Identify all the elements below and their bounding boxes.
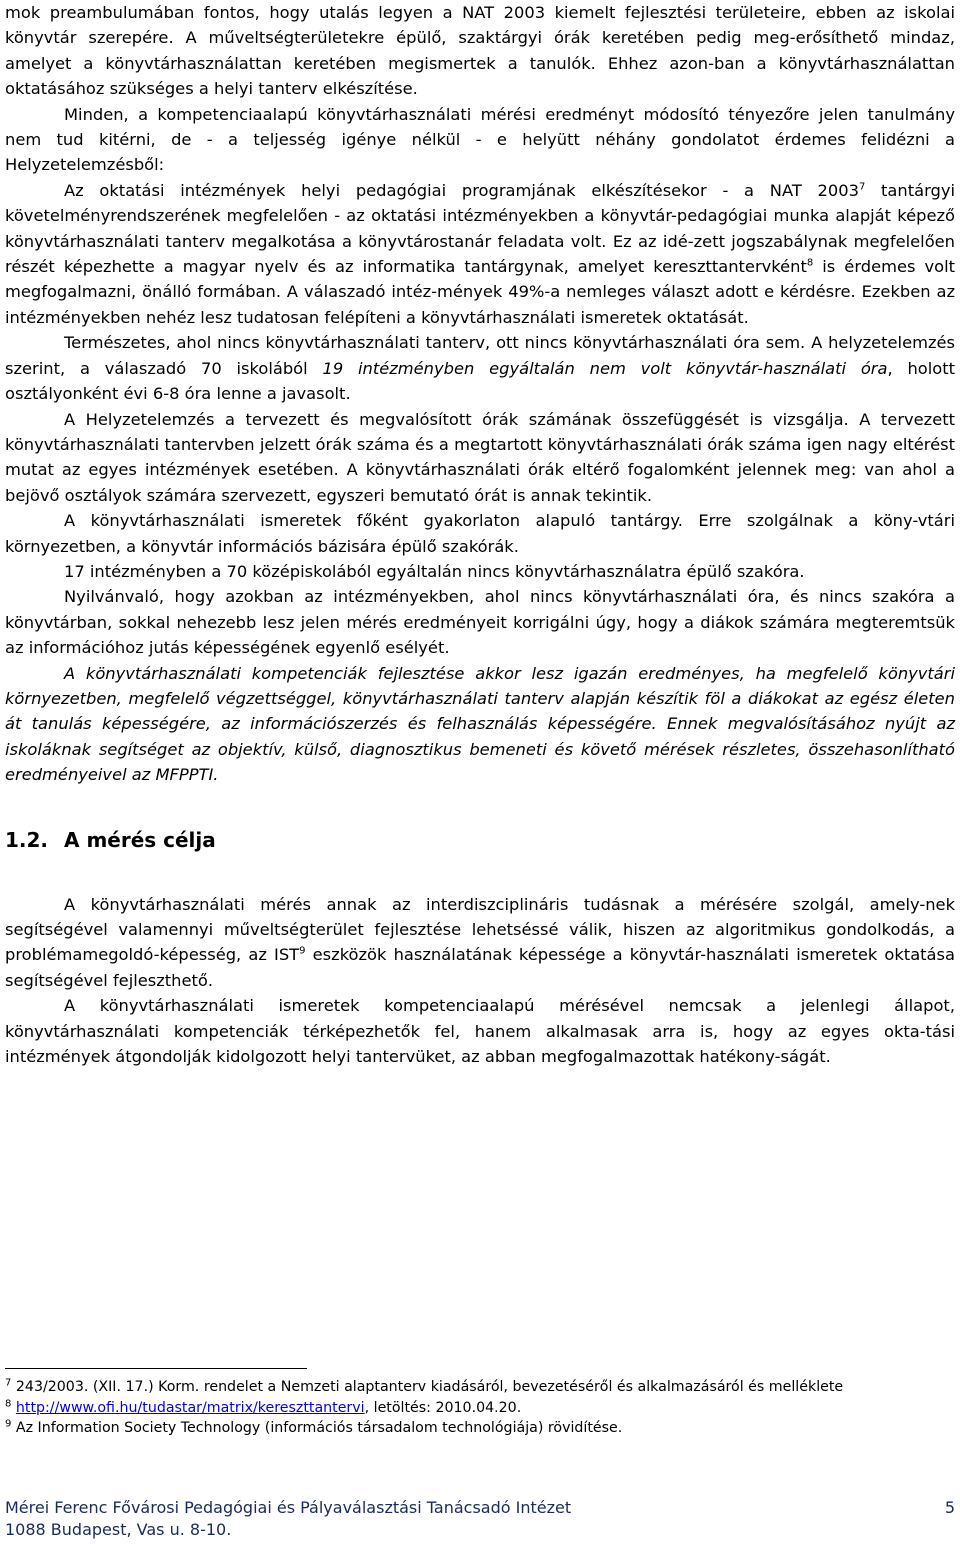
section-title: A mérés célja bbox=[64, 827, 216, 852]
footnote-divider bbox=[5, 1368, 307, 1369]
footnote-number: 9 bbox=[5, 1418, 12, 1430]
section-heading bbox=[5, 826, 955, 854]
document-body bbox=[5, 0, 955, 1069]
footnote-ref-8[interactable]: 8 bbox=[806, 257, 814, 269]
footer-row bbox=[5, 1497, 955, 1519]
text-run: eszközök használatának képessége a könyvtár-használati ismeretek oktatása segítségével fejleszthető. bbox=[5, 945, 955, 990]
paragraph-minden: Minden, a kompetenciaalapú könyvtárhasználati mérési eredményt módosító tényezőre jelen tanulmány nem tud kitérni, de - a teljesség igénye nélkül - e helyütt néhány gondolatot érdemes felidézni a Helyzetelemzésből: bbox=[5, 104, 955, 175]
footer-institution: Mérei Ferenc Fővárosi Pedagógiai és Pályaválasztási Tanácsadó Intézet bbox=[5, 1498, 572, 1517]
footnote-ref-7[interactable]: 7 bbox=[858, 181, 866, 193]
footnotes bbox=[5, 1377, 955, 1439]
footnote-number: 8 bbox=[5, 1397, 12, 1409]
footnote-text: 243/2003. (XII. 17.) Korm. rendelet a Nemzeti alaptanterv kiadásáról, bevezetéséről és alkalmazásáról és melléklete bbox=[11, 1379, 844, 1395]
paragraph-termeszetes bbox=[5, 330, 955, 406]
emphasized-text: 19 intézményben egyáltalán nem volt könyvtár-használati óra bbox=[322, 358, 888, 378]
footnote-7 bbox=[5, 1377, 955, 1398]
paragraph-intro: mok preambulumában fontos, hogy utalás legyen a NAT 2003 kiemelt fejlesztési területeire, ebben az iskolai könyvtár szerepére. A műveltségterületekre épülő, szaktárgyi órák keretében pedig meg-erősíthető mindaz, amelyet a könyvtárhasználattan keretében megismertek a tanulók. Ehhez azon-ban a könyvtárhasználattan oktatásához szükséges a helyi tanterv elkészítése. bbox=[5, 3, 955, 99]
paragraph-helyzetelemzes: A Helyzetelemzés a tervezett és megvalósított órák számának összefüggését is vizsgálja. A tervezett könyvtárhasználati tantervben jelzett órák száma és a megtartott könyvtárhasználati órák száma igen nagy eltérést mutat az egyes intézmények esetében. A könyvtárhasználati órák eltérő fogalomként jelennek meg: van ahol a bejövő osztályok számára szervezett, egyszeri bemutató órát is annak tekintik. bbox=[5, 409, 955, 505]
page-footer bbox=[5, 1497, 955, 1541]
paragraph-kompetencia-meres: A könyvtárhasználati ismeretek kompetenciaalapú mérésével nemcsak a jelenlegi állapot, könyvtárhasználati kompetenciák térképezhetők fel, hanem alkalmasak arra is, hogy az egyes okta-tási intézmények átgondolják kidolgozott helyi tantervüket, az abban megfogalmazottak hatékony-ságát. bbox=[5, 996, 955, 1067]
paragraph-gyakorlat: A könyvtárhasználati ismeretek főként gyakorlaton alapuló tantárgy. Erre szolgálnak a köny-vtári környezetben, a könyvtár információs bázisára épülő szakórák. bbox=[5, 511, 955, 556]
page-number: 5 bbox=[944, 1498, 955, 1517]
section-number: 1.2. bbox=[5, 827, 49, 852]
paragraph-conclusion-italic: A könyvtárhasználati kompetenciák fejlesztése akkor lesz igazán eredményes, ha megfelelő könyvtári környezetben, megfelelő végzettséggel, könyvtárhasználati tanterv alapján készítik föl a diákokat az egész életen át tanulás képességére, az információszerzés és felhasználás képességére. Ennek megvalósításához nyújt az iskoláknak segítséget az objektív, külső, diagnosztikus bemeneti és követő mérések részletes, összehasonlítható eredményeivel az MFPPTI. bbox=[5, 663, 955, 785]
footnote-text: , letöltés: 2010.04.20. bbox=[364, 1399, 522, 1416]
text-run: A könyvtárhasználati mérés annak az interdiszciplináris tudásnak a mérésére szolgál, amely-nek segítségével valamennyi műveltségterület fejlesztése lehetséssé válik, hiszen az algoritmikus gondolkodás, a problémamegoldó-képesség, az IST bbox=[5, 894, 955, 965]
footnote-ref-9[interactable]: 9 bbox=[299, 945, 306, 957]
footnote-8 bbox=[5, 1398, 955, 1419]
footnote-text: Az Information Society Technology (információs társadalom technológiája) rövidítése. bbox=[11, 1420, 623, 1436]
footnote-9 bbox=[5, 1418, 955, 1439]
paragraph-quote-nat bbox=[5, 178, 955, 330]
paragraph-17-intezmeny: 17 intézményben a 70 középiskolából egyáltalán nincs könyvtárhasználatra épülő szakóra. bbox=[64, 561, 805, 581]
text-run: Az oktatási intézmények helyi pedagógiai programjának elkészítésekor - a NAT 2003 bbox=[64, 180, 859, 200]
text-run: is érdemes volt megfogalmazni, önálló formában. A válaszadó intéz-mények 49%-a nemleges választ adott e kérdésre. Ezekben az intézményekben nehéz lesz tudatosan felépíteni a könyvtárhasználati ismeretek oktatását. bbox=[5, 257, 955, 327]
paragraph-meres-celja bbox=[5, 892, 955, 994]
paragraph-nyilvanvalo: Nyilvánvaló, hogy azokban az intézményekben, ahol nincs könyvtárhasználati óra, és nincs szakóra a könyvtárban, sokkal nehezebb lesz jelen mérés eredményeit korrigálni úgy, hogy a diákok számára megteremtsük az információhoz jutás képességének egyenlő esélyét. bbox=[5, 587, 955, 658]
footer-address: 1088 Budapest, Vas u. 8-10. bbox=[5, 1520, 232, 1539]
footnote-link[interactable]: http://www.ofi.hu/tudastar/matrix/kereszttantervi bbox=[15, 1399, 365, 1416]
text-run: , holott osztályonként évi 6-8 óra lenne a javasolt. bbox=[5, 358, 955, 404]
text-run: Természetes, ahol nincs könyvtárhasználati tanterv, ott nincs könyvtárhasználati óra sem. A helyzetelemzés szerint, a válaszadó 70 iskolából bbox=[5, 333, 955, 378]
text-run: tantárgyi követelményrendszerének megfelelően - az oktatási intézményekben a könyvtár-pedagógiai munka alapját képező könyvtárhasználati tanterv megalkotása a könyvtárostanár feladata volt. Ez az idé-zett jogszabálynak megfelelően részét képezhette a magyar nyelv és az informatika tantárgynak, amelyet kereszttantervként bbox=[5, 180, 955, 277]
footnote-number: 7 bbox=[5, 1377, 12, 1389]
